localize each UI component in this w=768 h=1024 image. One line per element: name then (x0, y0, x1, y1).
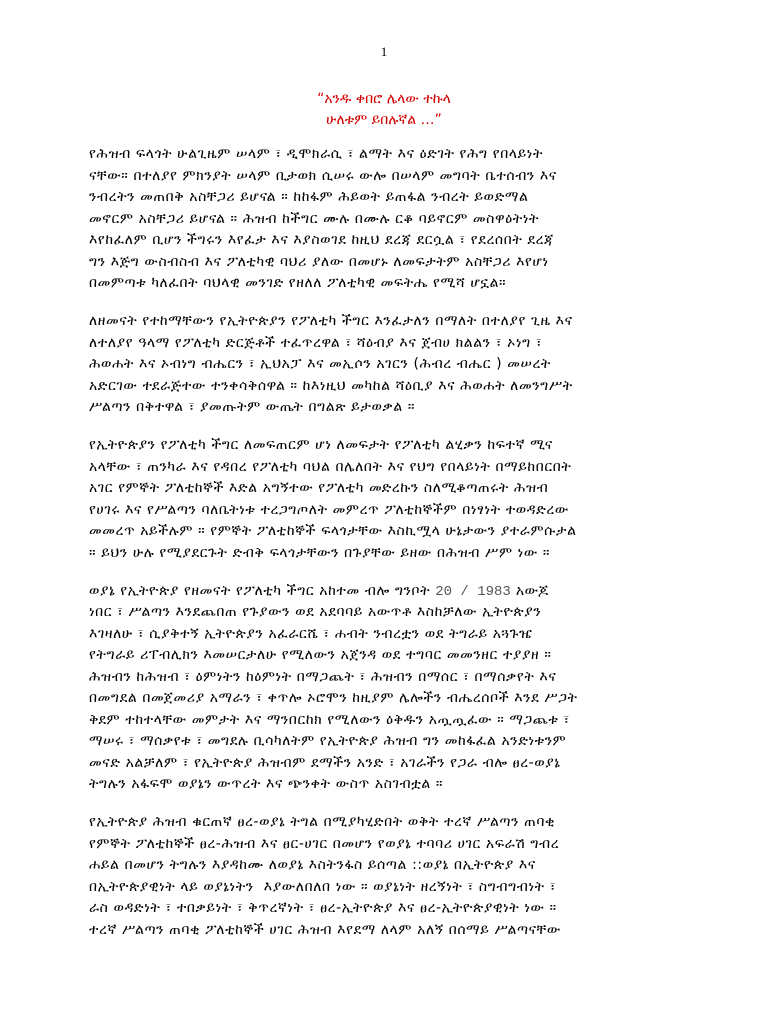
text-line: ። ይህን ሁሉ የሚያደርጉት ድብቅ ፍላጎታቸውን በጉያቸው ይዘው በሕዝብ ሥም ነው ። (89, 544, 551, 561)
title-line-2: ሁለቱም ይበሉኛል …” (326, 112, 442, 128)
text-line: ነበር ፣ ሥልጣን እንደጨበጠ የጉያውን ወደ አደባባይ አውጥቶ እስከቻለው ኢትዮጵያን (89, 604, 542, 620)
text-line: ለዘመናት የተከማቸውን የኢትዮጵያን የፖለቲካ ችግር እንፈታለን በማለት በተለያየ ጊዜ እና (89, 313, 573, 329)
text-line: ናቸው። በተለያየ ምክንያት ሠላም ቢታወክ ሲሠሩ ውሎ በሠላም መግባት ቤተሰብን እና (89, 167, 557, 184)
date-text: 20 / 1983 (435, 583, 511, 600)
text-line: ሐይል በመሆን ትግሉን እያዳከሙ ለወያኔ እስትንፋስ ይሰጣል ::ወያኔ በኢትዮጵያ እና (89, 857, 536, 873)
text-line: አድርገው ተደራጅተው ተንቀሳቅሰዋል ። ከእነዚህ መካከል ሻዕቢያ እና ሕወሐት ለመንግሥት (89, 377, 573, 394)
text-line: ለተለያየ ዓላማ የፖለቲካ ድርጅቶች ተፈጥረዋል ፣ ሻዕብያ እና ጀብሀ ክልልን ፣ ኦነግ ፣ (89, 334, 543, 351)
text-line: አገር የምኞት ፖለቲከኞች እድል አግኝተው የፖለቲካ መድረኩን ስለሚቆጣጠሩት ሕዝብ (89, 480, 549, 496)
text-line (89, 581, 549, 603)
text-line: የኢትዮጵያ ሕዝብ ቁርጠኛ ፀረ-ወያኔ ትግል በሚያካሂድበት ወቅት ተረኛ ሥልጣን ጠባቂ (89, 814, 556, 830)
text-line: መመረጥ አይችሉም ። የምኞት ፖለቲከኞች ፍላጎታቸው እስኪሟላ ሁኔታውን ያተራምሱታል (89, 523, 577, 539)
title-line-1: “አንዱ ቀበሮ ሌላው ተኩላ (317, 91, 451, 107)
text-line: የምኞት ፖለቲከኞች ፀረ-ሕዝብ እና ፀር-ሀገር በመሆን የወያኔ ተባባሪ ሀገር አፍራሽ ግብረ (89, 835, 560, 852)
paragraph-5 (89, 812, 729, 941)
text-line: የኢትዮጵያን የፖለቲካ ችግር ለመፍጠርም ሆነ ለመፍታት የፖለቲካ ልሂቃን ከፍተኛ ሚና (89, 437, 553, 453)
text-line: ንብረትን መጠበቅ አስቸጋሪ ይሆናል ። ከከፋም ሕይወት ይጠፋል ንብረት ይወድማል (89, 189, 529, 205)
text-line: ግን እጅግ ውስብስብ እና ፖለቲካዊ ባህሪ ያለው በመሆኑ ለመፍታትም አስቸጋሪ እየሆነ (89, 253, 549, 270)
text-line: በኢትዮጵያዊነት ላይ ወያኔነትን እያውለበለበ ነው ። ወያኔነት ዘረኝነት ፣ ስግብግብነት ፣ (89, 878, 557, 895)
page-number: 1 (380, 44, 388, 59)
text-line: ትግሉን አፋፍሞ ወያኔን ውጥረት እና ጭንቀት ውስጥ አስገብቷል ። (89, 776, 444, 792)
text-line: እየከፈለም ቢሆን ችግሩን እየፈታ እና እያስወገደ ከዚህ ደረጃ ደርሷል ፣ የደረሰበት ደረጃ (89, 232, 554, 248)
text-line: በመምጣቱ ካለፈበት ባህላዊ መንገድ የዘለለ ፖለቲካዊ መፍትሔ የሚሻ ሆኗል። (89, 275, 507, 291)
paragraph-4 (89, 581, 729, 796)
text-line: እገዛለሁ ፣ ሲያቅተኝ ኢትዮጵያን አፈራርሼ ፣ ሐብት ንብረቷን ወደ ትግራይ አጓጉዤ (89, 625, 533, 642)
text-segment: ወያኔ የኢትዮጵያ የዘመናት የፖለቲካ ችግር አከተመ ብሎ ግንቦት (89, 582, 436, 599)
document-body (89, 144, 729, 958)
text-line: ሥልጣን በቅተዋል ፣ ያመጡትም ውጤት በግልጽ ይታወቃል ። (89, 399, 415, 415)
text-line: መኖርም አስቸጋሪ ይሆናል ። ሕዝብ ከችግር ሙሉ በሙሉ ርቆ ባይኖርም መስዋዕትነት (89, 210, 540, 227)
text-line: ሕወሐት እና ኦብነግ ብሔርን ፣ ኢህአፓ እና መኢሶን አገርን (ሕብረ ብሔር ) መሠረት (89, 356, 551, 372)
paragraph-1 (89, 144, 729, 295)
text-line: አላቸው ፣ ጠንካራ እና የዳበረ የፖለቲካ ባህል በሌለበት እና የህግ የበላይነት በማይከበርበት (89, 458, 572, 475)
text-line: ማሠሩ ፣ ማሰቃየቱ ፣ መግደሉ ቢሳካለትም የኢትዮጵያ ሕዝብ ግን መከፋፈል አንድነቱንም (89, 733, 567, 749)
text-line: መናድ አልቻለም ፣ የኢትዮጵያ ሕዝብም ደማችን አንድ ፣ አገራችን የጋራ ብሎ ፀረ-ወያኔ (89, 754, 561, 771)
paragraph-2 (89, 311, 729, 419)
text-line: የሕዝብ ፍላጎት ሁልጊዜም ሠላም ፣ ዲሞክራሲ ፣ ልማት እና ዕድገት የሕግ የበላይነት (89, 146, 543, 162)
text-line: ራስ ወዳድነት ፣ ተበቃይነት ፣ ቅጥረኛነት ፣ ፀረ-ኢትዮጵያ እና ፀረ-ኢትዮጵያዊነት ነው ። (89, 900, 557, 916)
text-line: ሕዝብን ከሕዝብ ፣ ዕምነትን ከዕምነት በማጋጨት ፣ ሕዝብን በማሰር ፣ በማሰቃየት እና (89, 668, 557, 685)
text-line: የሀገሩ እና የሥልጣን ባለቤትነቱ ተረጋግጦለት መምረጥ ፖለቲከኞችም በነፃነት ተወዳድረው (89, 501, 569, 518)
text-line: የትግራይ ሪፐብሊክን እመሠርታለሁ የሚለውን አጀንዳ ወደ ተግባር መመንዘር ተያያዘ ። (89, 647, 552, 663)
text-line: ተረኛ ሥልጣን ጠባቂ ፖለቲከኞች ሀገር ሕዝብ እየደማ ለላም አለኝ በሰማይ ሥልጣናቸው (89, 921, 561, 938)
paragraph-3 (89, 435, 729, 564)
text-line: በመግደል በመጀመሪያ አማራን ፣ ቀጥሎ ኦሮሞን ከዚያም ሌሎችን ብሔረሰቦች እንደ ሥጋት (89, 690, 578, 706)
text-segment: አውጆ (510, 582, 549, 599)
document-title (0, 89, 768, 131)
text-line: ቅደም ተከተላቸው መምታት እና ማንበርከክ የሚለውን ዕቅዱን አጧጧፈው ። ማጋጨቱ ፣ (89, 711, 570, 728)
